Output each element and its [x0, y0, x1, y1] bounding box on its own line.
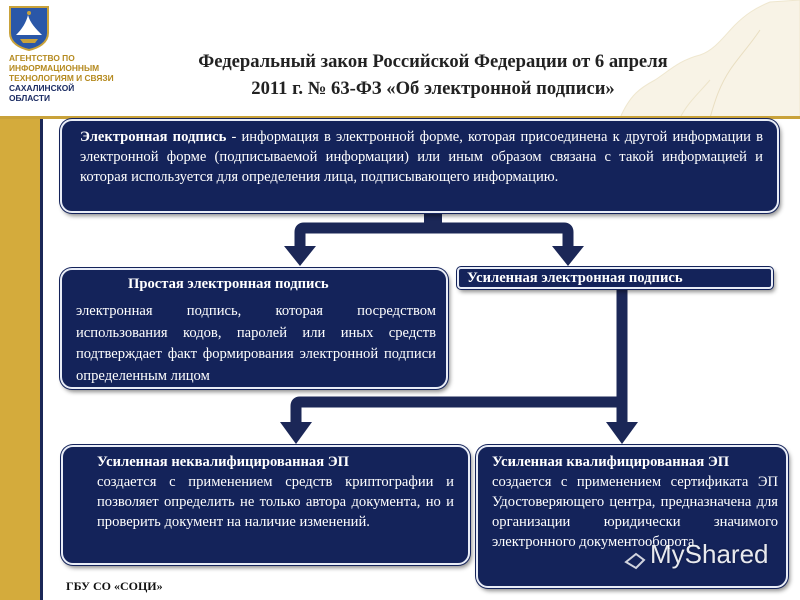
definition-term: Электронная подпись [80, 129, 227, 145]
arrowhead-qualified [606, 422, 638, 444]
definition-text [80, 127, 763, 187]
definition-box [60, 119, 779, 213]
agency-line-3: ТЕХНОЛОГИЯМ И СВЯЗИ [9, 73, 114, 83]
arrowhead-simple [284, 246, 316, 266]
qualified-signature-heading: Усиленная квалифицированная ЭП [492, 454, 730, 470]
footer-org: ГБУ СО «СОЦИ» [66, 579, 163, 593]
simple-signature-heading: Простая электронная подпись [128, 276, 329, 292]
arrow-branch-left [296, 402, 622, 424]
unqualified-signature-heading: Усиленная неквалифицированная ЭП [97, 454, 349, 470]
arrowhead-unqualified [280, 422, 312, 444]
arrow-hub-top [424, 211, 442, 233]
enhanced-signature-box [457, 267, 773, 289]
unqualified-signature-body: создается с применением средств криптографии и позволяет определить не только автора документа, но и проверить документ на наличие изменений. [97, 474, 454, 530]
simple-signature-box [60, 268, 448, 389]
title-line-1: Федеральный закон Российской Федерации от 6 апреля [198, 51, 668, 72]
title-line-2: 2011 г. № 63-ФЗ «Об электронной подписи» [251, 78, 615, 99]
arrowhead-enhanced [552, 246, 584, 266]
definition-body: - информация в электронной форме, которая присоединена к другой информации в электронной форме (подписываемой информации) или иным образом связана с такой информацией и которая используется для определения лица, подписывающего информацию. [80, 129, 763, 185]
enhanced-signature-heading: Усиленная электронная подпись [467, 270, 683, 286]
agency-line-5: ОБЛАСТИ [9, 93, 51, 103]
qualified-signature-text [492, 452, 778, 552]
unqualified-signature-text [97, 452, 454, 532]
agency-line-1: АГЕНТСТВО ПО [9, 53, 75, 63]
watermark-text: MyShared [650, 539, 769, 569]
qualified-signature-body: создается с применением сертификата ЭП Удостоверяющего центра, предназначена для организации юридически значимого электронного документооборота [492, 474, 778, 550]
unqualified-signature-box [61, 445, 470, 565]
agency-line-2: ИНФОРМАЦИОННЫМ [9, 63, 100, 73]
simple-signature-text: электронная подпись, которая посредством использования кодов, паролей или иных средств подтверждает факт формирования электронной подписи определенным лицом [76, 303, 436, 384]
agency-line-4: САХАЛИНСКОЙ [9, 83, 75, 93]
